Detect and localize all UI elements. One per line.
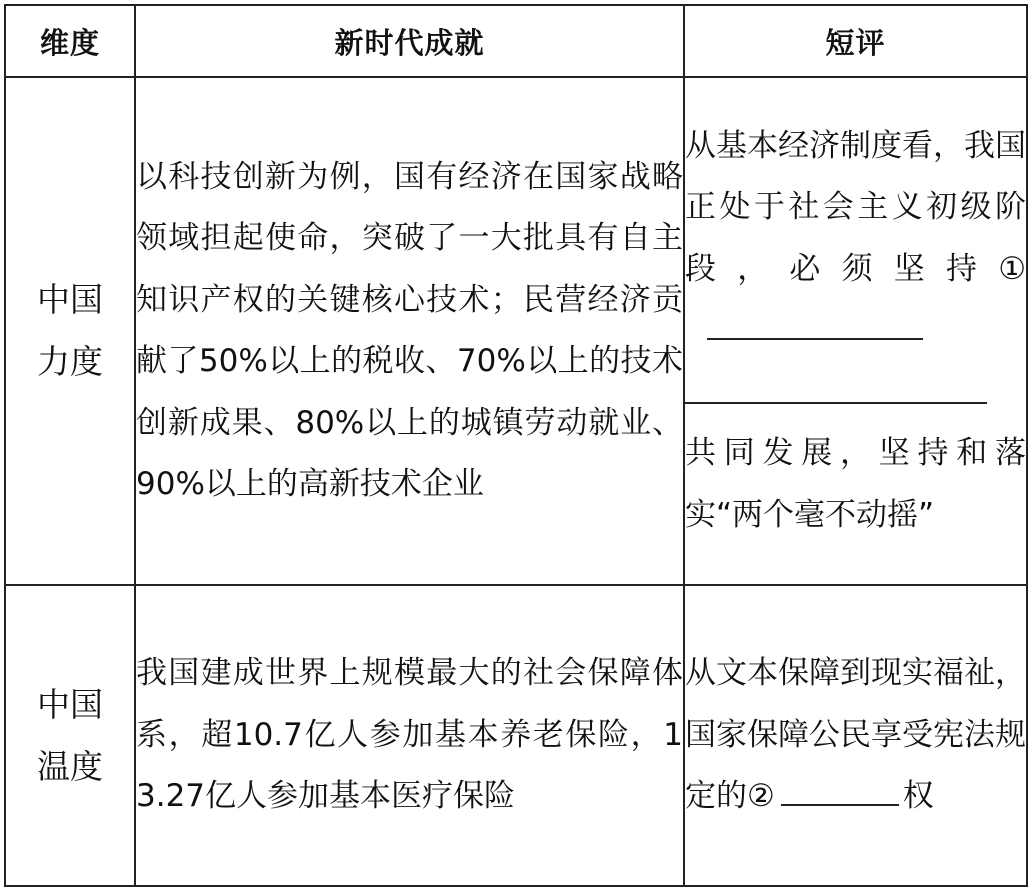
header-achievement: 新时代成就 [135,5,684,77]
dimension-cell [5,585,135,886]
answer-marker-2: ② [747,778,775,815]
table-row [5,585,1027,886]
achievement-text: 以科技创新为例，国有经济在国家战略领域担起使命，突破了一大批具有自主知识产权的关键核心技术；民营经济贡献了50%以上的税收、70%以上的技术创新成果、80%以上的城镇劳动就业、90%以上的高新技术企业 [136,158,683,502]
comment-text-before: 从基本经济制度看，我国正处于社会主义初级阶段，必须坚持① [685,127,1026,287]
header-comment: 短评 [684,5,1027,77]
achievement-cell [135,77,684,585]
dimension-cell [5,77,135,585]
comment-cell [684,585,1027,886]
answer-blank-2[interactable] [781,778,899,806]
dimension-label-line: 中国 [37,684,103,724]
dimension-label-line: 力度 [37,342,103,381]
comment-text-after: 权 [902,778,934,815]
comment-text-after: 共同发展，坚持和落实“两个毫不动摇” [685,435,1026,533]
answer-blank-1-continued-line [685,362,1026,424]
achievement-table [4,4,1028,887]
table-row [5,77,1027,585]
answer-blank-1[interactable] [707,312,923,340]
dimension-label-line: 中国 [37,280,103,319]
answer-blank-1-continued[interactable] [685,376,987,404]
header-dimension: 维度 [5,5,135,77]
dimension-label-line: 温度 [37,746,103,786]
achievement-text: 我国建成世界上规模最大的社会保障体系，超10.7亿人参加基本养老保险，13.27亿人参加基本医疗保险 [136,655,683,815]
comment-cell [684,77,1027,585]
comment-text-before: 从文本保障到现实福祉，国家保障公民享受宪法规定的 [685,655,1026,815]
achievement-cell [135,585,684,886]
table-header-row [5,5,1027,77]
